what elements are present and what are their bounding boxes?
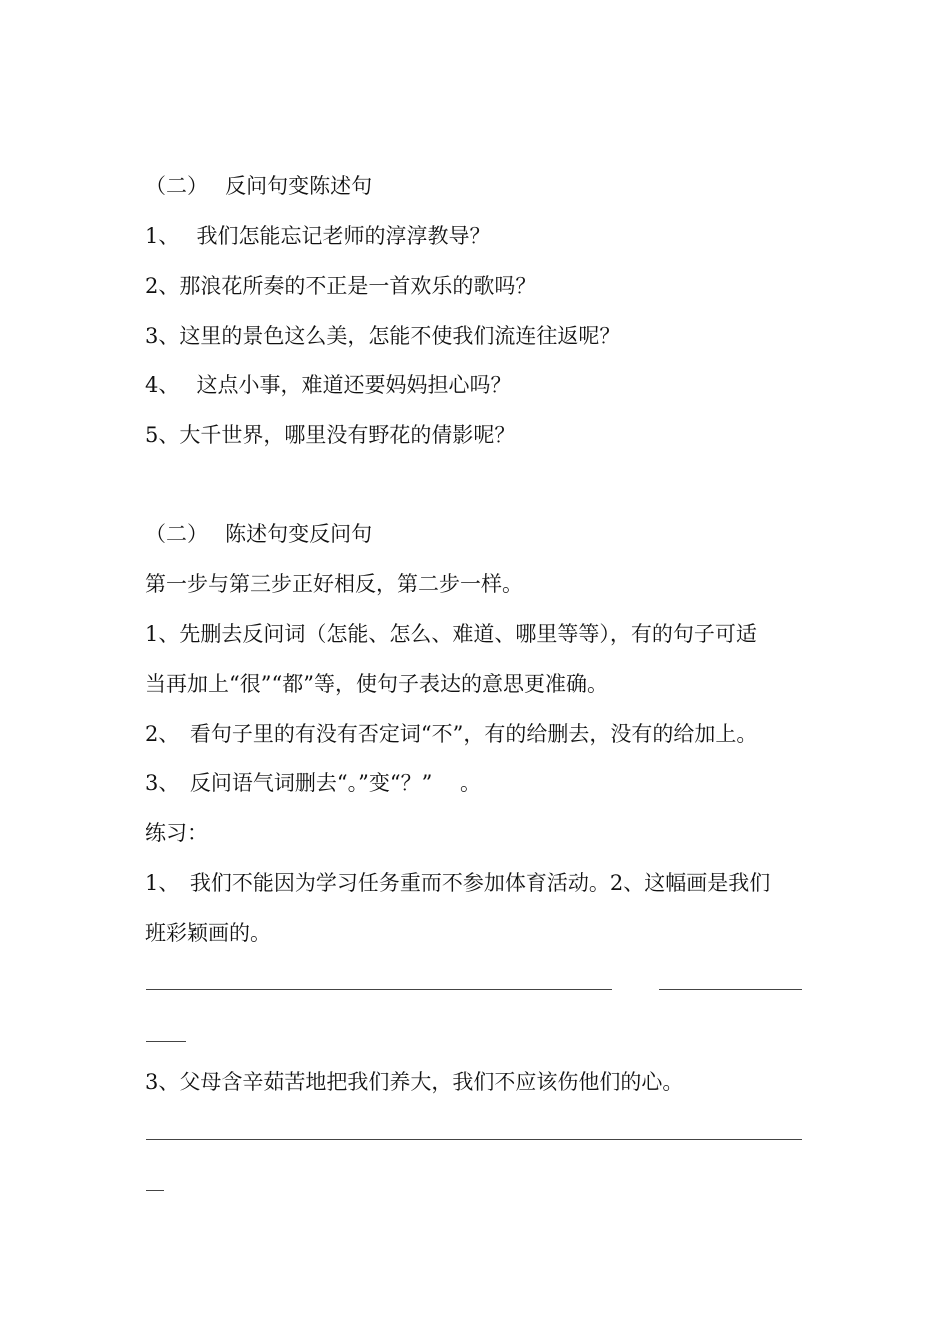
section1-item-5: 5、大千世界，哪里没有野花的倩影呢？ — [145, 423, 516, 447]
answer-line-3a — [146, 1139, 802, 1140]
section2-intro: 第一步与第三步正好相反，第二步一样。 — [145, 572, 523, 596]
section2-step-3: 3、 反问语气词删去“。”变“？” 。 — [145, 771, 481, 795]
section2-step-2: 2、 看句子里的有没有否定词“不”，有的给删去，没有的给加上。 — [145, 722, 758, 746]
section2-step-1b: 当再加上“很”“都”等，使句子表达的意思更准确。 — [145, 672, 608, 696]
answer-line-1a — [146, 989, 612, 990]
section1-item-4: 4、 这点小事，难道还要妈妈担心吗？ — [145, 373, 512, 397]
practice-line-1: 1、 我们不能因为学习任务重而不参加体育活动。2、这幅画是我们 — [145, 871, 771, 895]
section1-item-1: 1、 我们怎能忘记老师的淳淳教导？ — [145, 224, 491, 248]
practice-line-3: 3、父母含辛茹苦地把我们养大，我们不应该伤他们的心。 — [145, 1070, 684, 1094]
section1-item-3: 3、这里的景色这么美，怎能不使我们流连往返呢？ — [145, 324, 621, 348]
section2-heading: （二） 陈述句变反问句 — [145, 522, 373, 546]
answer-line-1c — [146, 1041, 186, 1042]
practice-label: 练习： — [145, 821, 208, 845]
practice-line-2: 班彩颖画的。 — [145, 921, 271, 945]
answer-line-3b — [146, 1190, 164, 1191]
answer-line-1b — [659, 989, 802, 990]
section1-heading: （二） 反问句变陈述句 — [145, 174, 373, 198]
section1-item-2: 2、那浪花所奏的不正是一首欢乐的歌吗？ — [145, 274, 537, 298]
section2-step-1a: 1、先删去反问词（怎能、怎么、难道、哪里等等），有的句子可适 — [145, 622, 757, 646]
